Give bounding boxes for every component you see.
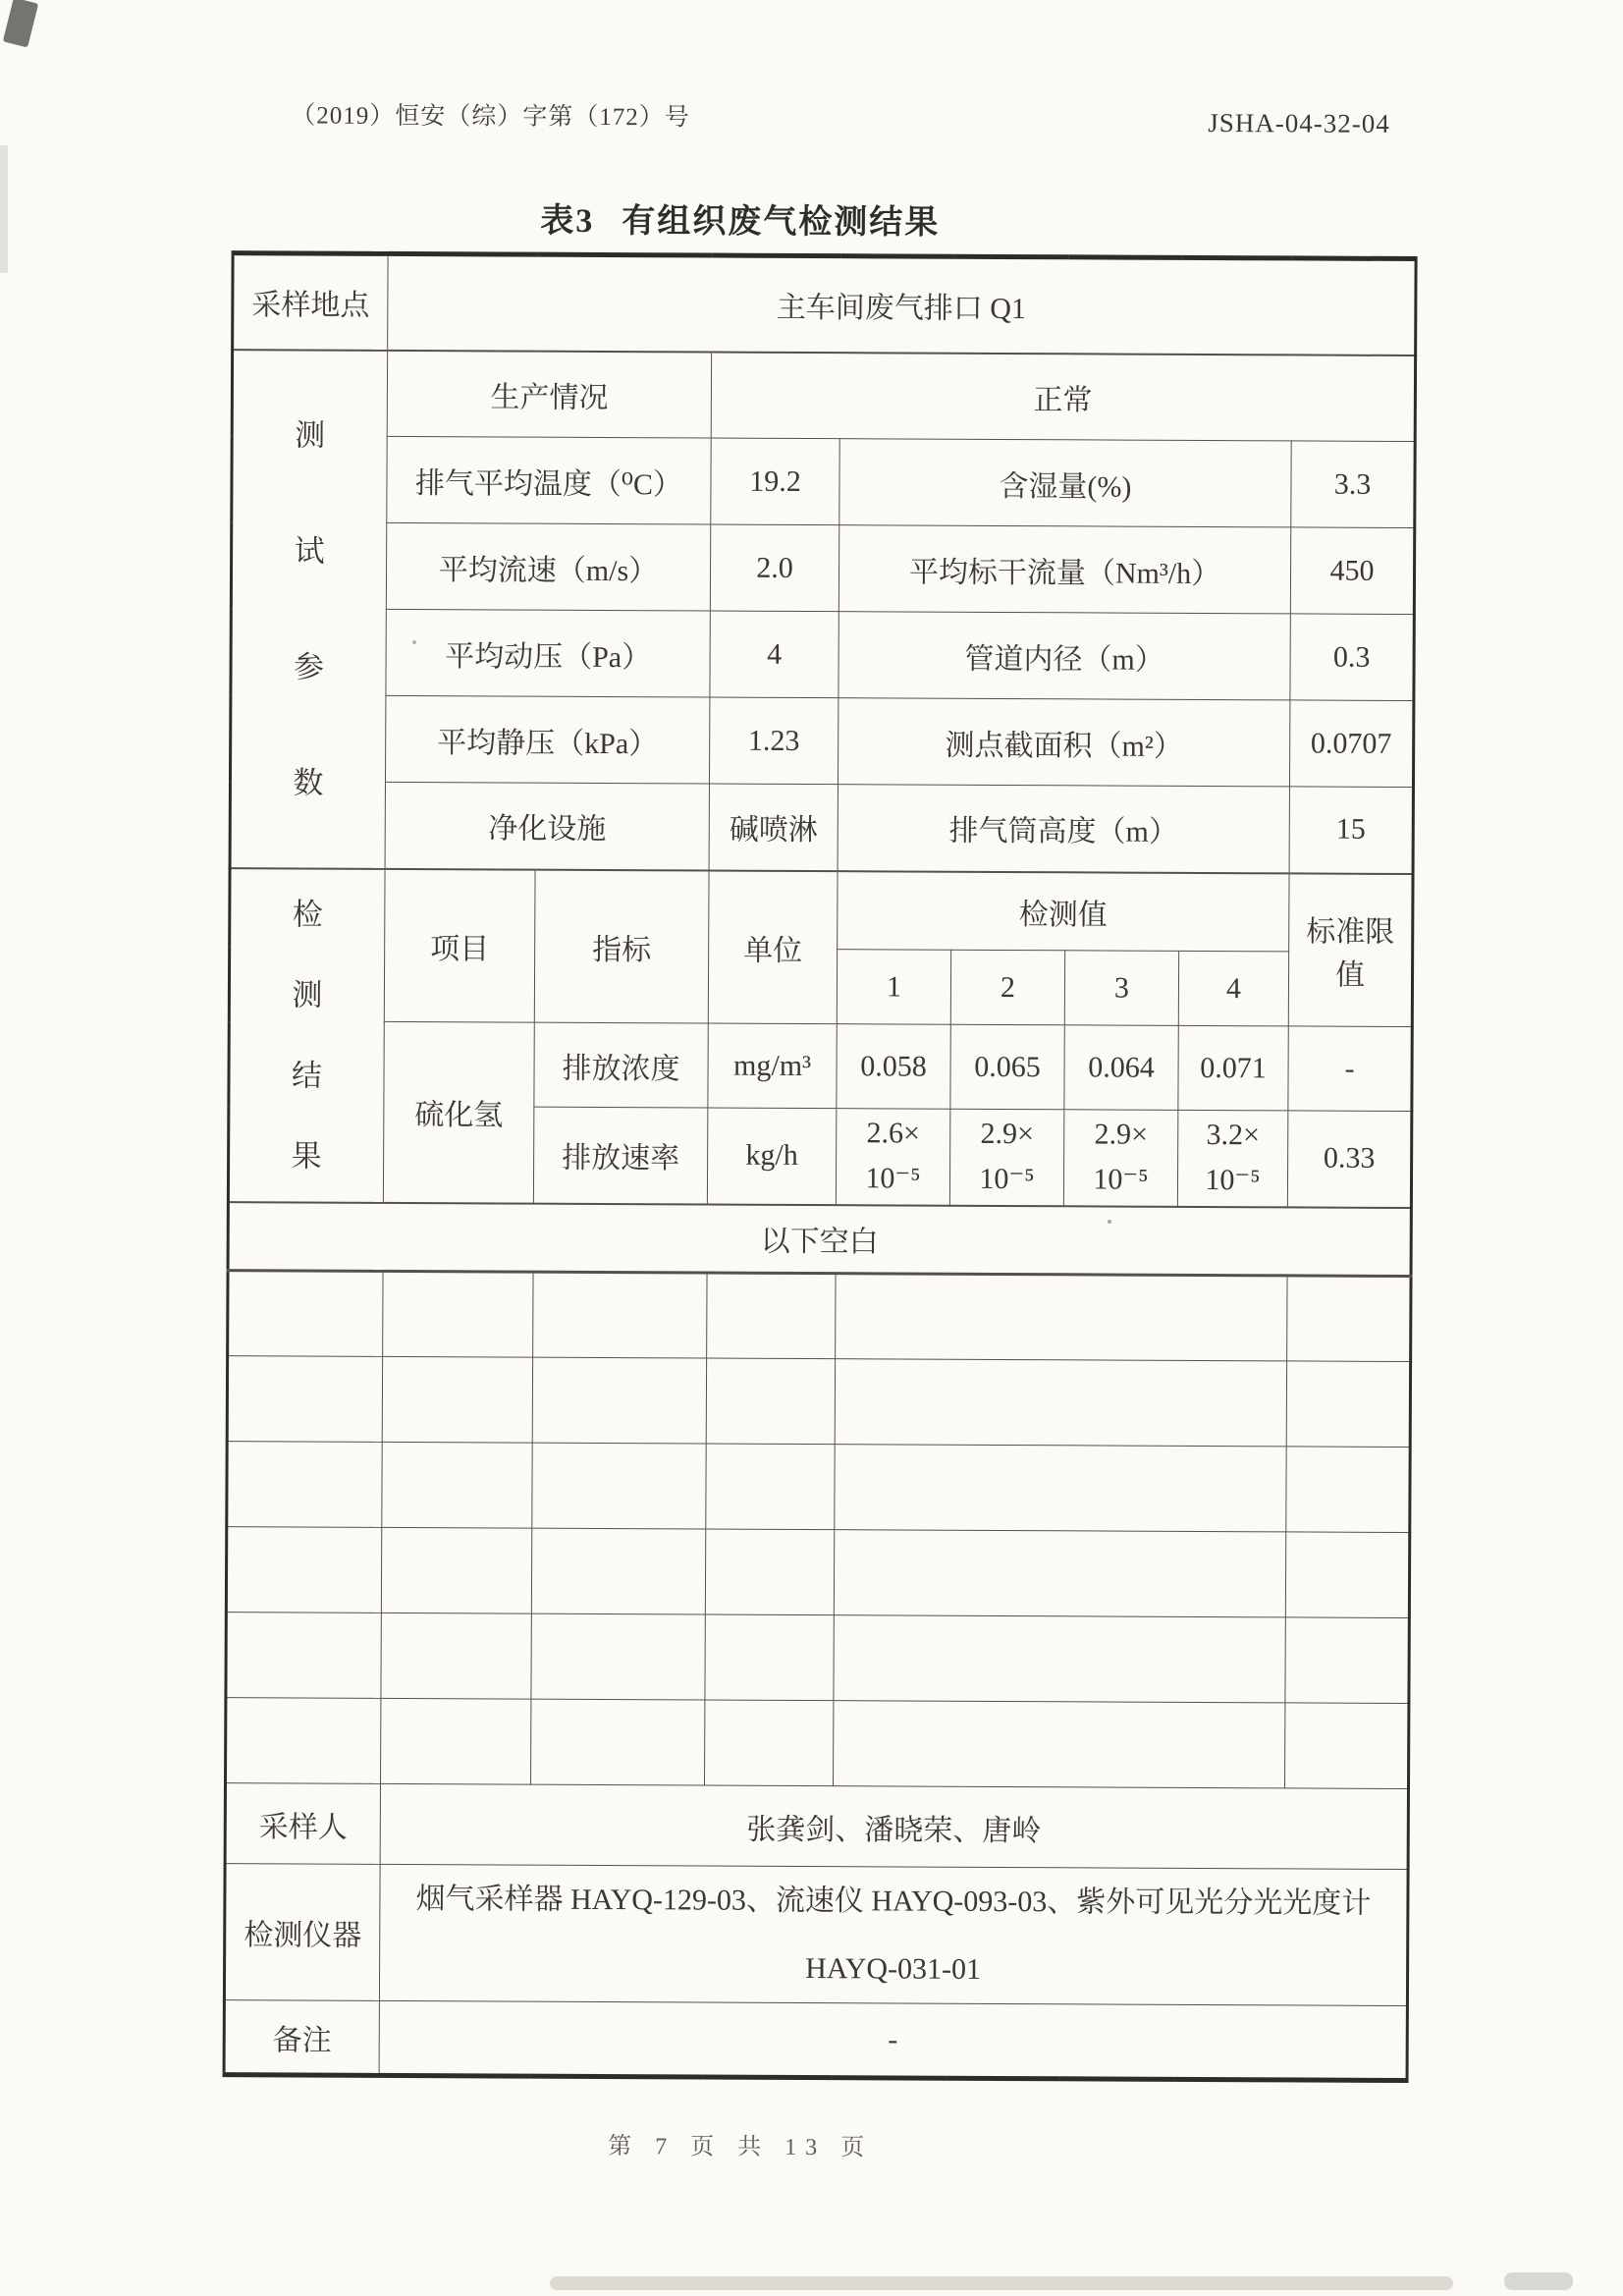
result-unit: kg/h bbox=[707, 1108, 836, 1205]
param-value: 碱喷淋 bbox=[709, 784, 838, 871]
param-value: 2.0 bbox=[710, 524, 839, 612]
empty-cell bbox=[834, 1530, 1285, 1617]
empty-cell bbox=[835, 1359, 1286, 1447]
sampling-site-value: 主车间废气排口 Q1 bbox=[388, 253, 1417, 355]
param-label: 平均流速（m/s） bbox=[386, 522, 710, 611]
param-label2: 测点截面积（m²） bbox=[838, 698, 1289, 787]
param-label: 排气平均温度（⁰C） bbox=[387, 436, 711, 524]
empty-cell bbox=[227, 1356, 382, 1443]
blank-note: 以下空白 bbox=[228, 1202, 1411, 1277]
empty-cell bbox=[227, 1442, 382, 1528]
param-label2: 排气筒高度（m） bbox=[838, 785, 1289, 873]
result-value: 2.9× 10⁻⁵ bbox=[949, 1109, 1063, 1206]
empty-cell bbox=[531, 1528, 705, 1614]
row-instrument bbox=[224, 1864, 1408, 2006]
section-results bbox=[228, 868, 385, 1203]
row-param bbox=[231, 522, 1414, 615]
empty-cell bbox=[705, 1700, 834, 1786]
document-number: （2019）恒安（综）字第（172）号 bbox=[291, 102, 690, 132]
empty-cell bbox=[381, 1613, 531, 1699]
empty-cell bbox=[383, 1271, 533, 1357]
row-param bbox=[230, 782, 1413, 874]
empty-cell bbox=[706, 1444, 835, 1530]
param-label: 平均动压（Pa） bbox=[386, 609, 710, 697]
empty-row bbox=[228, 1271, 1411, 1362]
empty-cell bbox=[705, 1529, 834, 1615]
table-title-text: 有组织废气检测结果 bbox=[622, 203, 941, 242]
param-value2: 3.3 bbox=[1291, 441, 1415, 528]
param-value: 19.2 bbox=[711, 438, 839, 525]
result-value: 0.058 bbox=[837, 1024, 950, 1110]
empty-cell bbox=[707, 1273, 836, 1359]
empty-cell bbox=[382, 1356, 532, 1443]
param-value2: 450 bbox=[1290, 527, 1414, 615]
section-test-params-label: 测试参数 bbox=[293, 416, 326, 800]
value-col-3: 3 bbox=[1064, 951, 1178, 1026]
empty-cell bbox=[532, 1443, 706, 1529]
result-value: 0.064 bbox=[1064, 1025, 1178, 1111]
empty-cell bbox=[382, 1442, 532, 1528]
empty-cell bbox=[531, 1699, 705, 1785]
result-unit: mg/m³ bbox=[708, 1023, 837, 1109]
row-concentration bbox=[229, 1021, 1412, 1112]
table-title bbox=[4, 191, 1477, 246]
empty-cell bbox=[1286, 1361, 1410, 1448]
row-production bbox=[232, 350, 1415, 442]
empty-row bbox=[227, 1442, 1410, 1533]
sampler-label: 采样人 bbox=[225, 1783, 380, 1865]
row-remark bbox=[224, 2000, 1407, 2081]
row-param bbox=[231, 609, 1414, 701]
result-value: 2.9× 10⁻⁵ bbox=[1063, 1110, 1177, 1207]
value-col-4: 4 bbox=[1178, 951, 1288, 1026]
empty-cell bbox=[835, 1445, 1286, 1532]
param-value2: 0.0707 bbox=[1289, 700, 1413, 788]
empty-cell bbox=[226, 1527, 381, 1613]
row-param bbox=[232, 436, 1415, 528]
instrument-value: 烟气采样器 HAYQ-129-03、流速仪 HAYQ-093-03、紫外可见光分光光度计 HAYQ-031-01 bbox=[379, 1864, 1408, 2005]
empty-cell bbox=[836, 1274, 1287, 1361]
section-results-label: 检测结果 bbox=[291, 896, 323, 1174]
empty-cell bbox=[706, 1358, 835, 1445]
result-limit: 0.33 bbox=[1287, 1111, 1412, 1208]
empty-cell bbox=[1285, 1617, 1409, 1704]
param-label2: 含湿量(%) bbox=[839, 439, 1291, 527]
param-label: 平均静压（kPa） bbox=[385, 695, 709, 784]
section-test-params bbox=[230, 350, 388, 869]
empty-cell bbox=[226, 1698, 381, 1784]
production-value: 正常 bbox=[711, 352, 1415, 442]
empty-row bbox=[226, 1698, 1409, 1789]
row-sampler bbox=[225, 1783, 1408, 1870]
sampler-value: 张龚剑、潘晓荣、唐岭 bbox=[380, 1783, 1408, 1869]
col-header-unit: 单位 bbox=[708, 870, 838, 1024]
result-value: 3.2× 10⁻⁵ bbox=[1177, 1110, 1287, 1207]
sampling-site-label: 采样地点 bbox=[233, 253, 388, 351]
empty-cell bbox=[381, 1698, 531, 1784]
col-header-indicator: 指标 bbox=[534, 869, 709, 1023]
value-col-1: 1 bbox=[837, 950, 950, 1025]
result-value: 0.065 bbox=[950, 1024, 1064, 1110]
empty-cell bbox=[533, 1272, 707, 1358]
row-param bbox=[230, 695, 1413, 788]
param-value: 4 bbox=[710, 611, 839, 698]
empty-cell bbox=[833, 1701, 1284, 1788]
empty-cell bbox=[1285, 1532, 1409, 1618]
empty-cell bbox=[1286, 1447, 1410, 1533]
col-header-values: 检测值 bbox=[838, 871, 1289, 952]
empty-cell bbox=[532, 1357, 706, 1444]
param-label2: 平均标干流量（Nm³/h） bbox=[839, 525, 1290, 614]
empty-cell bbox=[531, 1613, 705, 1700]
empty-cell bbox=[1284, 1703, 1408, 1789]
param-label: 净化设施 bbox=[385, 782, 709, 870]
col-header-limit: 标准限值 bbox=[1288, 873, 1413, 1027]
result-value: 2.6× 10⁻⁵ bbox=[836, 1109, 949, 1206]
value-col-2: 2 bbox=[950, 950, 1064, 1025]
col-header-item: 项目 bbox=[384, 868, 535, 1022]
result-limit: - bbox=[1288, 1026, 1412, 1112]
empty-cell bbox=[1287, 1276, 1411, 1362]
page-number-footer: 第 7 页 共 13 页 bbox=[608, 2134, 874, 2161]
empty-row bbox=[227, 1356, 1410, 1448]
row-blank-note bbox=[228, 1202, 1411, 1277]
empty-row bbox=[226, 1527, 1409, 1618]
empty-cell bbox=[228, 1271, 383, 1357]
remark-value: - bbox=[379, 2000, 1407, 2080]
param-value2: 15 bbox=[1289, 787, 1413, 874]
test-results-table bbox=[223, 250, 1418, 2083]
table-title-prefix: 表3 bbox=[540, 202, 595, 240]
empty-cell bbox=[226, 1613, 381, 1699]
param-value2: 0.3 bbox=[1290, 614, 1414, 701]
empty-cell bbox=[705, 1614, 834, 1701]
result-indicator: 排放浓度 bbox=[534, 1022, 708, 1108]
production-label: 生产情况 bbox=[387, 350, 711, 438]
instrument-label: 检测仪器 bbox=[224, 1864, 380, 2001]
empty-cell bbox=[381, 1527, 531, 1613]
param-value: 1.23 bbox=[709, 697, 838, 785]
result-value: 0.071 bbox=[1178, 1025, 1288, 1111]
result-item: 硫化氢 bbox=[383, 1021, 534, 1203]
empty-row bbox=[226, 1613, 1409, 1704]
row-sampling-site bbox=[233, 253, 1417, 355]
param-label2: 管道内径（m） bbox=[839, 612, 1290, 700]
empty-cell bbox=[834, 1615, 1285, 1703]
remark-label: 备注 bbox=[224, 2000, 379, 2076]
document-code: JSHA-04-32-04 bbox=[1208, 107, 1390, 138]
result-indicator: 排放速率 bbox=[533, 1107, 707, 1204]
row-results-header bbox=[230, 868, 1413, 953]
